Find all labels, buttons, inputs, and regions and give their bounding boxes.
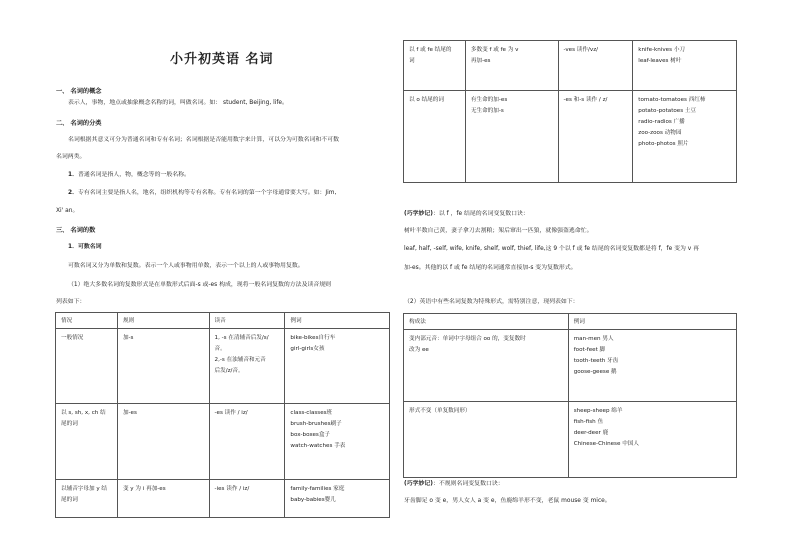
- cell-line: bike-bikes自行车: [290, 335, 336, 341]
- cell-line: fish-fish 鱼: [573, 419, 604, 425]
- cell-line: goose-geese 鹅: [573, 369, 617, 375]
- table-cell: [558, 91, 633, 183]
- tip-1-line3: 加-es。其他的以 f 或 fe 结尾的名词通常直接加-s 变为复数形式。: [404, 265, 577, 271]
- tip-2-line1: 牙齿脚足 o 变 e，男人女人 a 变 e，鱼鹿绵羊形不变，老鼠 mouse 变 mice。: [404, 498, 611, 504]
- plural-rule-line1: （1）绝大多数名词的复数形式是在单数形式后面-s 或-es 构成，现将一般名词复数的方法及读音规则: [68, 282, 332, 288]
- cell-line: Chinese-Chinese 中国人: [573, 441, 639, 447]
- cell-line: photo-photos 照片: [638, 141, 689, 147]
- column-header: 读音: [209, 313, 285, 329]
- tip-1-line2: leaf, half, -self, wife, knife, shelf, wolf, thief, life,这 9 个以 f 或 fe 结尾的名词变复数都是将 f，fe 变为 v 再: [404, 246, 700, 252]
- point-2-text: 专有名词主要是指人名，地名，组织机构等专有名称。专有名词的第一个字母通常要大写。如：Jim,: [78, 190, 337, 196]
- point-2-continued: Xi' an。: [56, 208, 79, 214]
- cell-line: 多数变 f 或 fe 为 v: [470, 47, 519, 53]
- table-row: [56, 329, 390, 404]
- countable-text: 可数名词又分为单数和复数。表示一个人或事物用单数，表示一个以上的人或事物用复数。: [68, 263, 304, 269]
- table-cell: [404, 402, 569, 478]
- cell-line: radio-radios 广播: [638, 119, 685, 125]
- cell-line: 以辅音字母加 y 结: [61, 486, 108, 492]
- table-cell: [209, 404, 285, 480]
- cell-line: man-men 男人: [573, 336, 614, 342]
- table-cell: [558, 41, 633, 91]
- cell-line: 以 f 或 fe 结尾的: [409, 47, 452, 53]
- cell-line: 加-s: [122, 335, 134, 341]
- cell-line: tooth-teeth 牙齿: [573, 358, 619, 364]
- cell-line: 音。: [214, 346, 226, 352]
- table-cell: [56, 404, 118, 480]
- point-1: [68, 171, 190, 179]
- table-cell: [633, 41, 737, 91]
- tip-2-label: (巧学妙记): [404, 481, 433, 487]
- table-header-row: [404, 314, 737, 330]
- table-cell: [465, 41, 558, 91]
- cell-line: girl-girls女孩: [290, 346, 325, 352]
- cell-line: 以 o 结尾的词: [409, 97, 444, 103]
- cell-line: baby-babies婴儿: [290, 497, 336, 503]
- cell-line: watch-watches 手表: [290, 443, 346, 449]
- cell-line: 有生命的加-es: [470, 97, 508, 103]
- countable-heading: 1．可数名词: [68, 244, 102, 250]
- cell-line: sheep-sheep 绵羊: [573, 408, 623, 414]
- cell-line: foot-feet 脚: [573, 347, 606, 353]
- table-cell: [117, 329, 209, 404]
- table-row: [56, 480, 390, 518]
- cell-line: 后发/z/音。: [214, 368, 244, 374]
- cell-line: 变 y 为 i 再加-es: [122, 486, 166, 492]
- cell-line: leaf-leaves 树叶: [638, 58, 682, 64]
- cell-line: 加-es: [122, 410, 137, 416]
- cell-line: -es 和-s 读作 / z/: [563, 97, 608, 103]
- point-2-number: 2．: [68, 190, 78, 196]
- cell-line: knife-knives 小刀: [638, 47, 686, 53]
- cell-line: 以 s, sh, x, ch 结: [61, 410, 106, 416]
- cell-line: 变内部元音：单词中字母组合 oo 的，变复数时: [409, 336, 526, 342]
- cell-line: 改为 ee: [409, 347, 429, 353]
- table-cell: [285, 480, 390, 518]
- table-cell: [404, 91, 466, 183]
- table-cell: [209, 329, 285, 404]
- table-cell: [404, 41, 466, 91]
- cell-line: zoo-zoos 动物园: [638, 130, 682, 136]
- cell-line: box-boxes盒子: [290, 432, 331, 438]
- section-1-heading: 一、 名词的概念: [56, 88, 102, 95]
- irregular-intro: （2）英语中有些名词复数为特殊形式，需特别注意，现列表如下：: [404, 299, 579, 305]
- cell-line: family-families 家庭: [290, 486, 345, 492]
- tip-2: [404, 480, 504, 488]
- plural-rule-line2: 列表如下：: [56, 299, 86, 305]
- table-cell: [117, 404, 209, 480]
- table-cell: [465, 91, 558, 183]
- point-2: [68, 189, 336, 197]
- cell-line: -ies 读作 / iz/: [214, 486, 250, 492]
- cell-line: 一般情况: [61, 335, 84, 341]
- table-cell: [56, 480, 118, 518]
- point-1-number: 1．: [68, 172, 78, 178]
- table-cell: [568, 402, 736, 478]
- table-cell: [209, 480, 285, 518]
- table-cell: [56, 329, 118, 404]
- column-header: 例词: [285, 313, 390, 329]
- table-row: [404, 41, 737, 91]
- table-cell: [568, 330, 736, 402]
- cell-line: 词: [409, 58, 415, 64]
- table-row: [404, 402, 737, 478]
- cell-line: potato-potatoes 土豆: [638, 108, 697, 114]
- table-row: [56, 404, 390, 480]
- cell-line: 1, -s 在清辅音后发/s/: [214, 335, 269, 341]
- cell-line: 再加-es: [470, 58, 491, 64]
- column-header: 情况: [56, 313, 118, 329]
- cell-line: class-classes班: [290, 410, 333, 416]
- cell-line: 尾的词: [61, 497, 78, 503]
- table-cell: [404, 330, 569, 402]
- cell-line: 尾的词: [61, 421, 78, 427]
- cell-line: -ves 读作/vz/: [563, 47, 599, 53]
- column-header: 构成法: [404, 314, 569, 330]
- table-header-row: [56, 313, 390, 329]
- cell-line: tomato-tomatoes 西红柿: [638, 97, 706, 103]
- table-cell: [285, 329, 390, 404]
- page-title: 小升初英语 名词: [170, 52, 274, 67]
- section-2-text-line1: 名词根据其意义可分为普通名词和专有名词；名词根据是否能用数字来计算，可以分为可数名词和不可数: [68, 137, 339, 143]
- point-1-text: 普通名词是指人，物，概念等的一般名称。: [78, 172, 190, 178]
- cell-line: brush-brushes刷子: [290, 421, 342, 427]
- tip-1-label: (巧学妙记): [404, 211, 433, 217]
- table-row: [404, 91, 737, 183]
- plural-rules-table-continued: [403, 40, 737, 183]
- tip-1-title: ：以 f ，fe 结尾的名词变复数口诀：: [432, 211, 529, 217]
- section-2-heading: 二、 名词的分类: [56, 120, 102, 127]
- cell-line: 2,-s 在浊辅音和元音: [214, 357, 266, 363]
- irregular-plurals-table: [403, 313, 737, 478]
- table-cell: [117, 480, 209, 518]
- tip-2-title: ：不规则名词变复数口诀：: [432, 481, 504, 487]
- cell-line: 无生命的加-s: [470, 108, 504, 114]
- cell-line: deer-deer 鹿: [573, 430, 609, 436]
- section-2-text-line2: 名词两类。: [56, 154, 86, 160]
- table-cell: [633, 91, 737, 183]
- cell-line: 形式不变（单复数同形）: [409, 408, 471, 414]
- tip-1: [404, 210, 529, 218]
- section-3-heading: 三、 名词的数: [56, 227, 96, 234]
- table-row: [404, 330, 737, 402]
- column-header: 规则: [117, 313, 209, 329]
- tip-1-line1: 树叶半数自己黄，妻子拿刀去割粮；架后窜出一匹狼，就像强盗逃命忙。: [404, 228, 593, 234]
- plural-rules-table: [55, 312, 390, 518]
- cell-line: -es 读作 / iz/: [214, 410, 248, 416]
- column-header: 例词: [568, 314, 736, 330]
- section-1-text: 表示人，事物，地点或抽象概念名称的词，叫做名词。如： student, Beijing, life。: [68, 100, 288, 106]
- table-cell: [285, 404, 390, 480]
